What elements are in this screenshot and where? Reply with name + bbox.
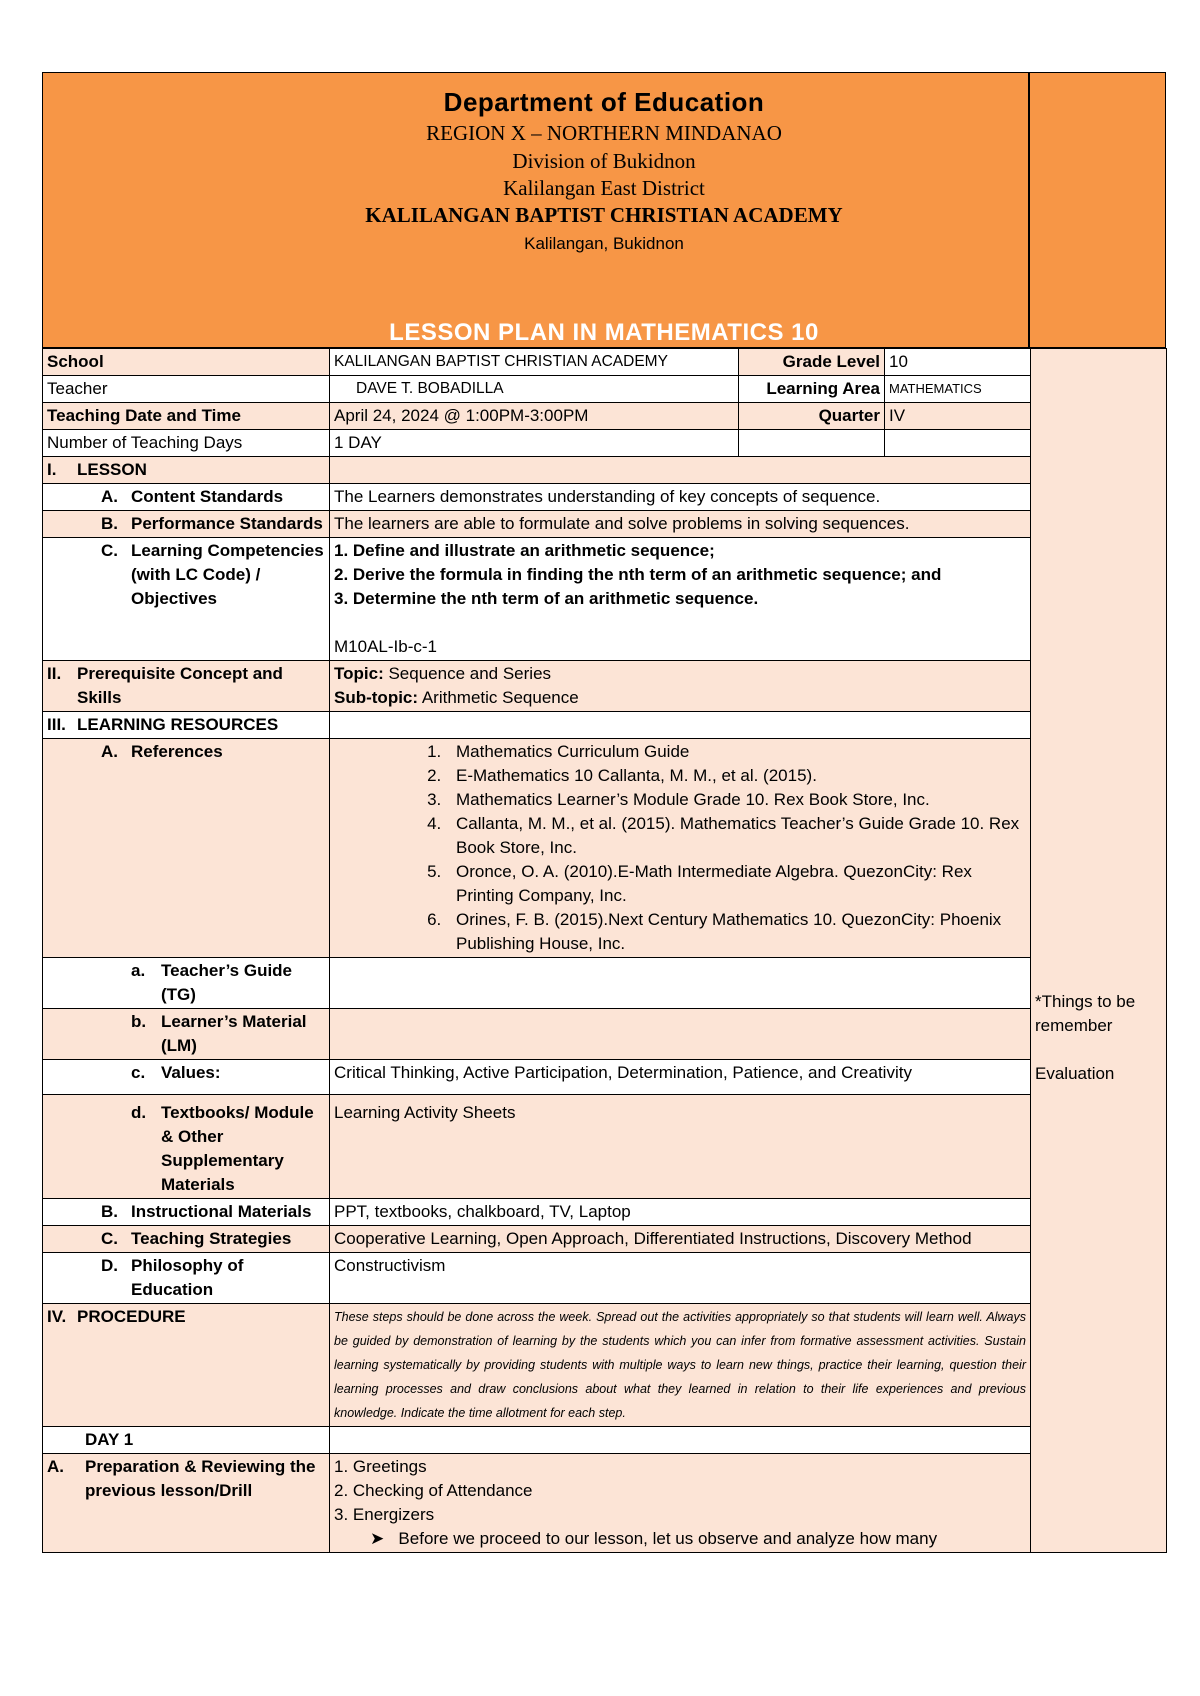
objective-item: 1. Define and illustrate an arithmetic sequence; [334, 541, 715, 560]
learners-material-label: b. Learner’s Material (LM) [43, 1009, 330, 1060]
school-location: Kalilangan, Bukidnon [524, 234, 684, 253]
arrow-item: ➤ Before we proceed to our lesson, let us observe and analyze how many [370, 1529, 938, 1548]
table-row [43, 403, 1167, 430]
performance-standards-label: B. Performance Standards [43, 511, 330, 538]
procedure-note: These steps should be done across the week. Spread out the activities appropriately so that students will learn well. Always be guided by demonstration of learning by the students which you can infer from formative assessment activities. Sustain learning systematically by providing students with multiple ways to learn new things, practice their learning, question their learning processes and draw conclusions about what they learned in relation to their life experiences and previous knowledge. Indicate the time allotment for each step. [330, 1304, 1031, 1427]
instructional-materials-label: B. Instructional Materials [43, 1199, 330, 1226]
empty-cell [330, 457, 1031, 484]
table-row [43, 712, 1167, 739]
step-item: 3. Energizers [334, 1505, 435, 1524]
table-row [43, 1226, 1167, 1253]
date-value: April 24, 2024 @ 1:00PM-3:00PM [330, 403, 739, 430]
teacher-value: DAVE T. BOBADILLA [330, 376, 739, 403]
table-row [43, 349, 1167, 376]
empty-cell [330, 1009, 1031, 1060]
teaching-strategies-value: Cooperative Learning, Open Approach, Differentiated Instructions, Discovery Method [330, 1226, 1031, 1253]
division-line: Division of Bukidnon [512, 149, 696, 173]
days-value: 1 DAY [330, 430, 739, 457]
philosophy-label: D. Philosophy of Education [43, 1253, 330, 1304]
table-row [43, 1253, 1167, 1304]
table-row [43, 457, 1167, 484]
table-row [43, 538, 1167, 661]
header-banner [42, 72, 1166, 348]
day-label: DAY 1 [43, 1427, 330, 1454]
competencies-label: C. Learning Competencies (with LC Code) / Objectives [43, 538, 330, 661]
empty-cell [330, 958, 1031, 1009]
table-row [43, 511, 1167, 538]
table-row [43, 958, 1167, 1009]
resources-heading: III. LEARNING RESOURCES [43, 712, 330, 739]
district-line: Kalilangan East District [503, 176, 705, 200]
lesson-plan-table [42, 348, 1167, 1553]
objective-item: 2. Derive the formula in finding the nth term of an arithmetic sequence; and [334, 565, 942, 584]
list-item: 2. E-Mathematics 10 Callanta, M. M., et al. (2015). [446, 764, 1026, 788]
lesson-plan-page [42, 72, 1166, 1553]
table-row [43, 376, 1167, 403]
lc-code: M10AL-Ib-c-1 [334, 637, 437, 656]
prereq-label: II. Prerequisite Concept and Skills [43, 661, 330, 712]
grade-label: Grade Level [739, 349, 885, 376]
list-item: 6. Orines, F. B. (2015).Next Century Mathematics 10. QuezonCity: Phoenix Publishing House, Inc. [446, 908, 1026, 956]
school-value: KALILANGAN BAPTIST CHRISTIAN ACADEMY [330, 349, 739, 376]
list-item: 1. Mathematics Curriculum Guide [446, 740, 1026, 764]
table-row [43, 1427, 1167, 1454]
days-label: Number of Teaching Days [43, 430, 330, 457]
things-note: *Things to be remember [1035, 992, 1136, 1035]
quarter-label: Quarter [739, 403, 885, 430]
textbooks-label: d. Textbooks/ Module & Other Supplementary Materials [43, 1095, 330, 1199]
empty-cell [330, 1427, 1031, 1454]
table-row [43, 1009, 1167, 1060]
area-label: Learning Area [739, 376, 885, 403]
region-line: REGION X – NORTHERN MINDANAO [426, 121, 782, 145]
evaluation-note: Evaluation [1035, 1064, 1115, 1083]
school-name: KALILANGAN BAPTIST CHRISTIAN ACADEMY [365, 203, 843, 227]
table-row [43, 1095, 1167, 1199]
textbooks-value: Learning Activity Sheets [330, 1095, 1031, 1199]
teaching-strategies-label: C. Teaching Strategies [43, 1226, 330, 1253]
philosophy-value: Constructivism [330, 1253, 1031, 1304]
empty-cell [885, 430, 1031, 457]
step-item: 2. Checking of Attendance [334, 1481, 533, 1500]
step-item: 1. Greetings [334, 1457, 427, 1476]
grade-value: 10 [885, 349, 1031, 376]
values-value: Critical Thinking, Active Participation, Determination, Patience, and Creativity [330, 1060, 1031, 1095]
list-item: 4. Callanta, M. M., et al. (2015). Mathematics Teacher’s Guide Grade 10. Rex Book Store, Inc. [446, 812, 1026, 860]
empty-cell [330, 712, 1031, 739]
table-row [43, 1060, 1167, 1095]
prereq-value: Topic: Sequence and Series Sub-topic: Arithmetic Sequence [330, 661, 1031, 712]
department-title: Department of Education [443, 87, 765, 117]
table-row [43, 1199, 1167, 1226]
side-notes-column [1031, 349, 1167, 1553]
competencies-value [330, 538, 1031, 661]
procedure-heading: IV. PROCEDURE [43, 1304, 330, 1427]
quarter-value: IV [885, 403, 1031, 430]
table-row [43, 661, 1167, 712]
teacher-label: Teacher [43, 376, 330, 403]
teachers-guide-label: a. Teacher’s Guide (TG) [43, 958, 330, 1009]
references-list [334, 740, 1026, 956]
objective-item: 3. Determine the nth term of an arithmetic sequence. [334, 589, 759, 608]
list-item: 3. Mathematics Learner’s Module Grade 10. Rex Book Store, Inc. [446, 788, 1026, 812]
values-label: c. Values: [43, 1060, 330, 1095]
instructional-materials-value: PPT, textbooks, chalkboard, TV, Laptop [330, 1199, 1031, 1226]
lesson-plan-title: LESSON PLAN IN MATHEMATICS 10 [389, 319, 819, 346]
references-value [330, 739, 1031, 958]
table-row [43, 1304, 1167, 1427]
date-label: Teaching Date and Time [43, 403, 330, 430]
preparation-label: A. Preparation & Reviewing the previous lesson/Drill [43, 1454, 330, 1553]
empty-cell [739, 430, 885, 457]
header-divider [1028, 73, 1030, 347]
area-value: MATHEMATICS [885, 376, 1031, 403]
table-row [43, 739, 1167, 958]
preparation-value [330, 1454, 1031, 1553]
table-row [43, 430, 1167, 457]
arrow-bullet-icon: ➤ [370, 1529, 385, 1548]
table-row [43, 484, 1167, 511]
school-label: School [43, 349, 330, 376]
content-standards-value: The Learners demonstrates understanding of key concepts of sequence. [330, 484, 1031, 511]
performance-standards-value: The learners are able to formulate and solve problems in solving sequences. [330, 511, 1031, 538]
content-standards-label: A. Content Standards [43, 484, 330, 511]
table-row [43, 1454, 1167, 1553]
list-item: 5. Oronce, O. A. (2010).E-Math Intermediate Algebra. QuezonCity: Rex Printing Company, Inc. [446, 860, 1026, 908]
lesson-heading: I. LESSON [43, 457, 330, 484]
references-label: A. References [43, 739, 330, 958]
